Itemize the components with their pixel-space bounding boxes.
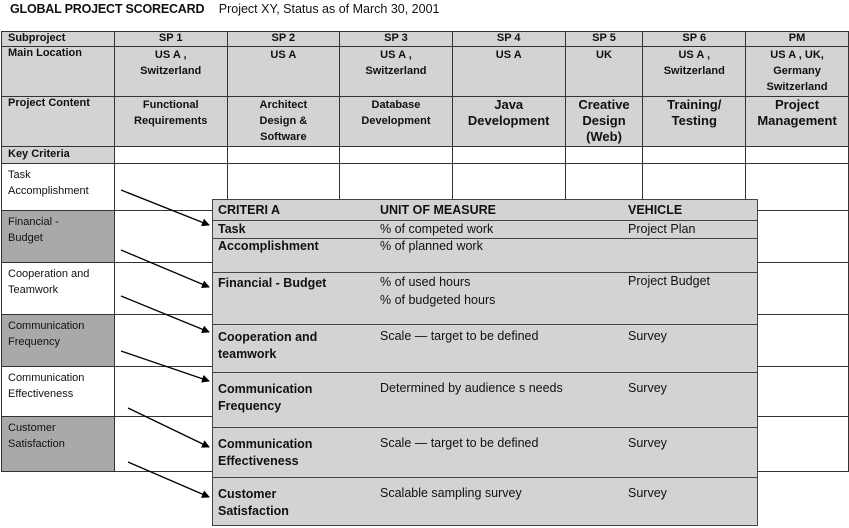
text-line: % of planned work [380,239,483,253]
text-line: Development [361,115,431,127]
text-line: Task [218,222,246,236]
text-line: Software [260,131,307,143]
text-line: US A , [678,49,711,61]
text-line: Effectiveness [8,388,74,400]
text-line: Scale — target to be defined [380,436,539,450]
text-line: Switzerland [663,65,725,77]
column-header: SP 4 [452,32,565,47]
vehicle: Survey [628,436,667,450]
text-line: Satisfaction [218,504,289,518]
text-line: US A , [380,49,412,61]
text-line: Cooperation and [8,268,90,280]
text-line: Communication [8,372,85,384]
text-line: Task [8,169,31,181]
text-line: Effectiveness [218,454,299,468]
text-line: Functional [142,99,199,111]
text-line: Teamwork [8,284,59,296]
arrow-comm-effectiveness [128,408,209,447]
text-line: Determined by audience s needs [380,381,563,395]
text-line: Frequency [8,336,60,348]
text-line: Accomplishment [8,185,89,197]
project-content-label: Project Content [2,97,115,147]
text-line: Germany [773,65,821,77]
vehicle: Survey [628,486,667,500]
page-title: GLOBAL PROJECT SCORECARD [10,2,205,16]
text-line: Design & [259,115,308,127]
criteria-column-header: CRITERI A [218,203,281,217]
text-line: Training/ [667,97,722,112]
text-line: UK [596,49,612,61]
key-criteria-label: Key Criteria [2,147,115,164]
text-line: teamwork [218,347,277,361]
text-line: Customer [218,487,277,501]
text-line: Accomplishment [218,239,319,253]
text-line: Scalable sampling survey [380,486,522,500]
subproject-label: Subproject [2,32,115,47]
text-line: US A , [154,49,187,61]
page-subtitle: Project XY, Status as of March 30, 2001 [218,2,440,16]
text-line: Design [582,113,626,128]
text-line: Satisfaction [8,438,65,450]
text-line: Testing [671,113,717,128]
text-line: Budget [8,232,43,244]
vehicle: Survey [628,381,667,395]
text-line: Requirements [134,115,208,127]
text-line: Communication [218,382,313,396]
vehicle: Project Plan [628,222,696,236]
vehicle-column-header: VEHICLE [628,203,683,217]
text-line: Switzerland [140,65,202,77]
text-line: Java [494,97,524,112]
column-header: SP 5 [565,32,643,47]
text-line: Architect [259,99,308,111]
unit-column-header: UNIT OF MEASURE [380,203,496,217]
arrow-task [121,190,209,225]
arrow-customer [128,462,209,497]
text-line: Financial - Budget [218,276,327,290]
text-line: Frequency [218,399,282,413]
text-line: % of used hours [380,275,471,289]
column-header: SP 2 [227,32,340,47]
text-line: Scale — target to be defined [380,329,539,343]
text-line: Creative [578,97,630,112]
text-line: US A [495,49,522,61]
column-header: SP 3 [340,32,453,47]
text-line: Communication [218,437,313,451]
text-line: Financial - [8,216,59,228]
column-header: PM [746,32,849,47]
text-line: US A , UK, [770,49,824,61]
arrow-comm-frequency [121,351,209,381]
arrow-financial [121,250,209,287]
column-header: SP 6 [643,32,746,47]
text-line: Customer [8,422,56,434]
text-line: Management [757,113,837,128]
main-location-label: Main Location [2,47,115,97]
vehicle: Project Budget [628,274,710,288]
column-header: SP 1 [114,32,227,47]
text-line: Cooperation and [218,330,318,344]
text-line: Switzerland [365,65,427,77]
vehicle: Survey [628,329,667,343]
text-line: Development [467,113,550,128]
text-line: Project [775,97,820,112]
text-line: US A [270,49,297,61]
text-line: Database [371,99,421,111]
text-line: Switzerland [766,81,828,93]
text-line: % of budgeted hours [380,293,496,307]
text-line: % of competed work [380,222,494,236]
text-line: (Web) [586,129,622,144]
arrow-cooperation [121,296,209,332]
text-line: Communication [8,320,85,332]
